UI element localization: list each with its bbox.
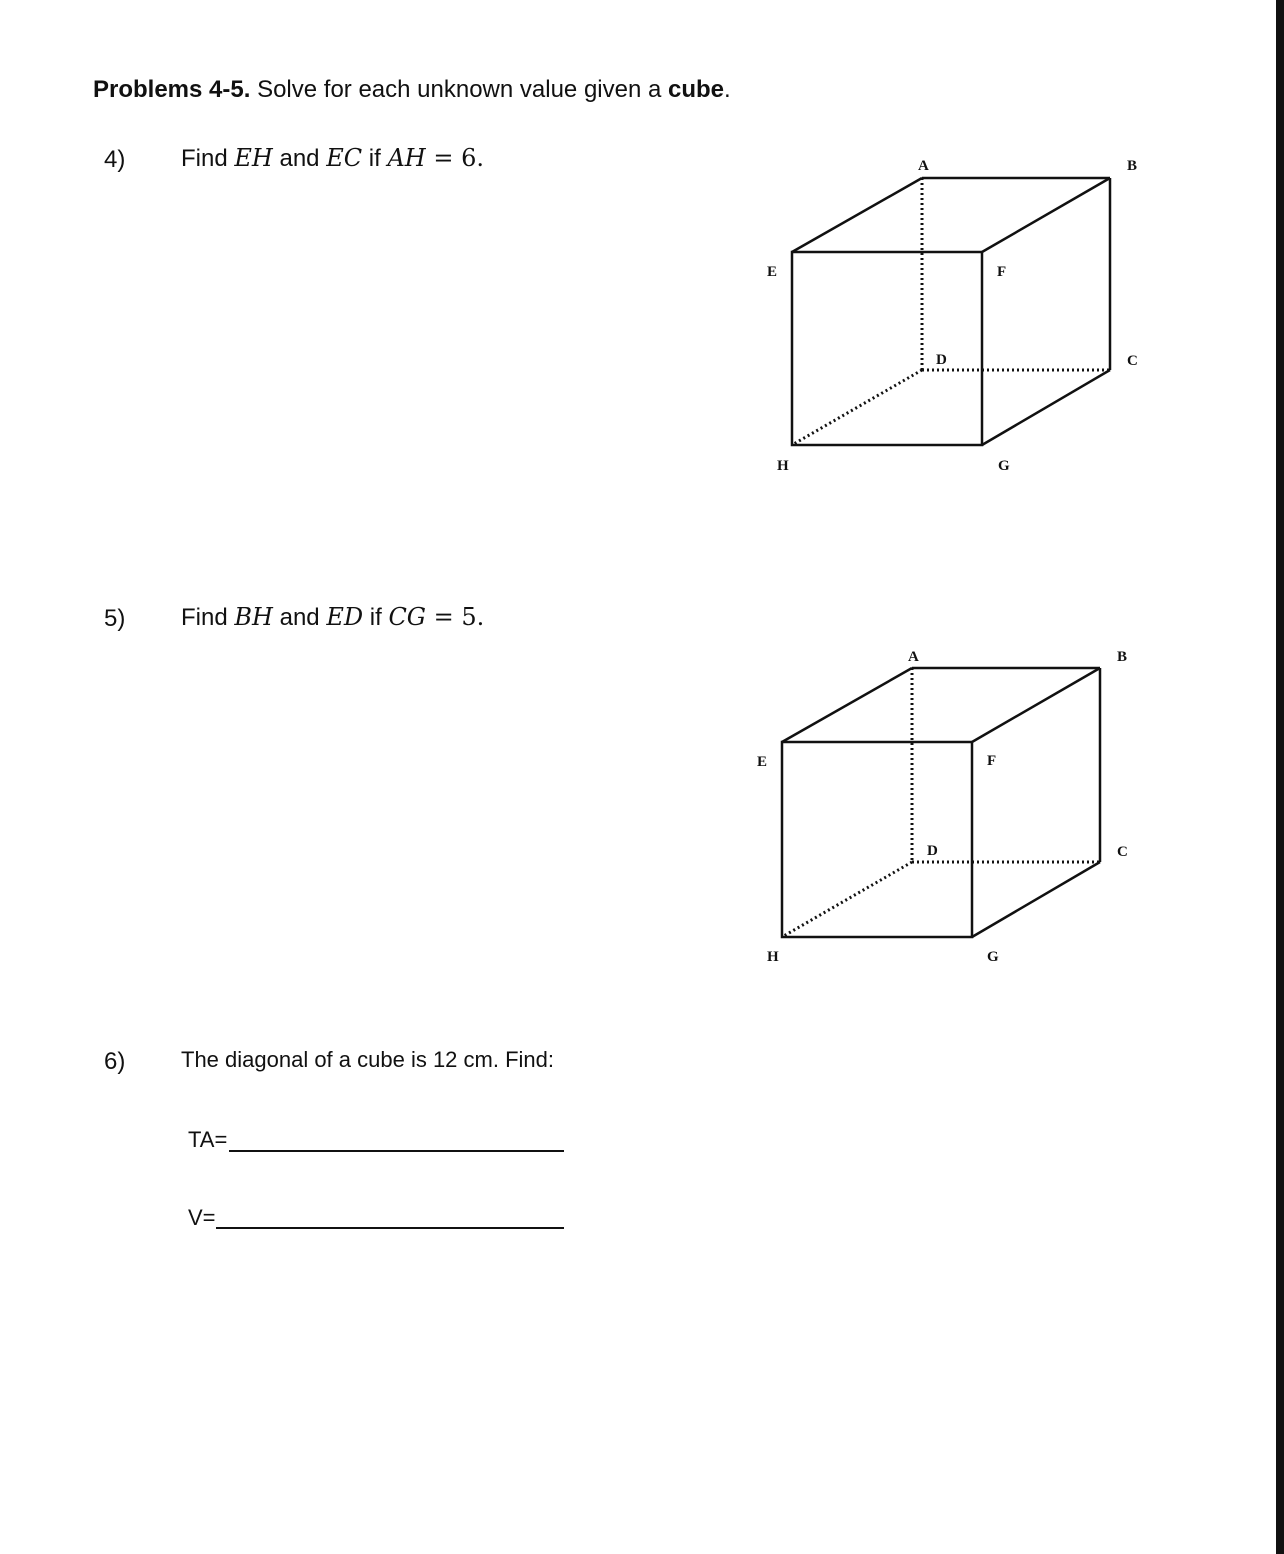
answer-v-line[interactable]: [216, 1227, 564, 1229]
problem-4-given: AH: [387, 144, 426, 172]
answer-v-label: V=: [188, 1205, 216, 1230]
problem-4-equation: = 6.: [425, 144, 484, 172]
cube-2-edge-cg: [972, 862, 1100, 937]
answer-ta-label: TA=: [188, 1127, 228, 1152]
heading-bold-prefix: Problems 4-5.: [93, 76, 251, 103]
problem-4-var2: EC: [326, 144, 363, 172]
problem-5-find: Find: [181, 604, 235, 631]
cube-2-front-face: [782, 742, 972, 937]
problem-5-and: and: [272, 604, 327, 631]
problem-6-number: 6): [104, 1048, 126, 1075]
problem-4-if: if: [362, 145, 388, 172]
cube-1-label-d: D: [936, 352, 947, 368]
problem-5-equation: = 5.: [425, 603, 485, 631]
problem-5-given: CG: [388, 603, 426, 631]
cube-2-label-e: E: [757, 754, 768, 770]
cube-2-label-f: F: [987, 753, 997, 769]
cube-2-label-d: D: [927, 843, 938, 859]
problem-5-if: if: [363, 604, 389, 631]
cube-1-label-a: A: [918, 158, 929, 174]
cube-2-edge-bf: [972, 668, 1100, 742]
cube-1-label-c: C: [1127, 353, 1138, 369]
problem-4-number: 4): [104, 146, 126, 173]
cube-2-label-a: A: [908, 649, 919, 665]
cube-2-label-b: B: [1117, 649, 1128, 665]
problem-4-and: and: [272, 145, 327, 172]
problem-4-find: Find: [181, 145, 235, 172]
problem-4-var1: EH: [234, 144, 273, 172]
problem-5-var2: ED: [326, 603, 364, 631]
cube-2-edge-ae: [782, 668, 912, 742]
problem-5-var1: BH: [234, 603, 273, 631]
cube-1-label-f: F: [997, 264, 1007, 280]
cube-2-label-h: H: [767, 949, 779, 965]
heading-period: .: [724, 76, 731, 103]
heading-text: Solve for each unknown value given a: [250, 76, 669, 103]
answer-ta-line[interactable]: [229, 1150, 564, 1152]
cube-1-label-g: G: [998, 458, 1010, 474]
cube-1-label-e: E: [767, 264, 778, 280]
problem-5-number: 5): [104, 605, 126, 632]
problem-6-prompt: The diagonal of a cube is 12 cm. Find:: [181, 1047, 554, 1072]
heading-bold-word: cube: [668, 76, 725, 103]
cube-1-label-h: H: [777, 458, 789, 474]
cube-1-label-b: B: [1127, 158, 1138, 174]
cube-2-edge-dh: [782, 862, 912, 937]
cube-2-label-g: G: [987, 949, 999, 965]
cube-2-label-c: C: [1117, 844, 1128, 860]
